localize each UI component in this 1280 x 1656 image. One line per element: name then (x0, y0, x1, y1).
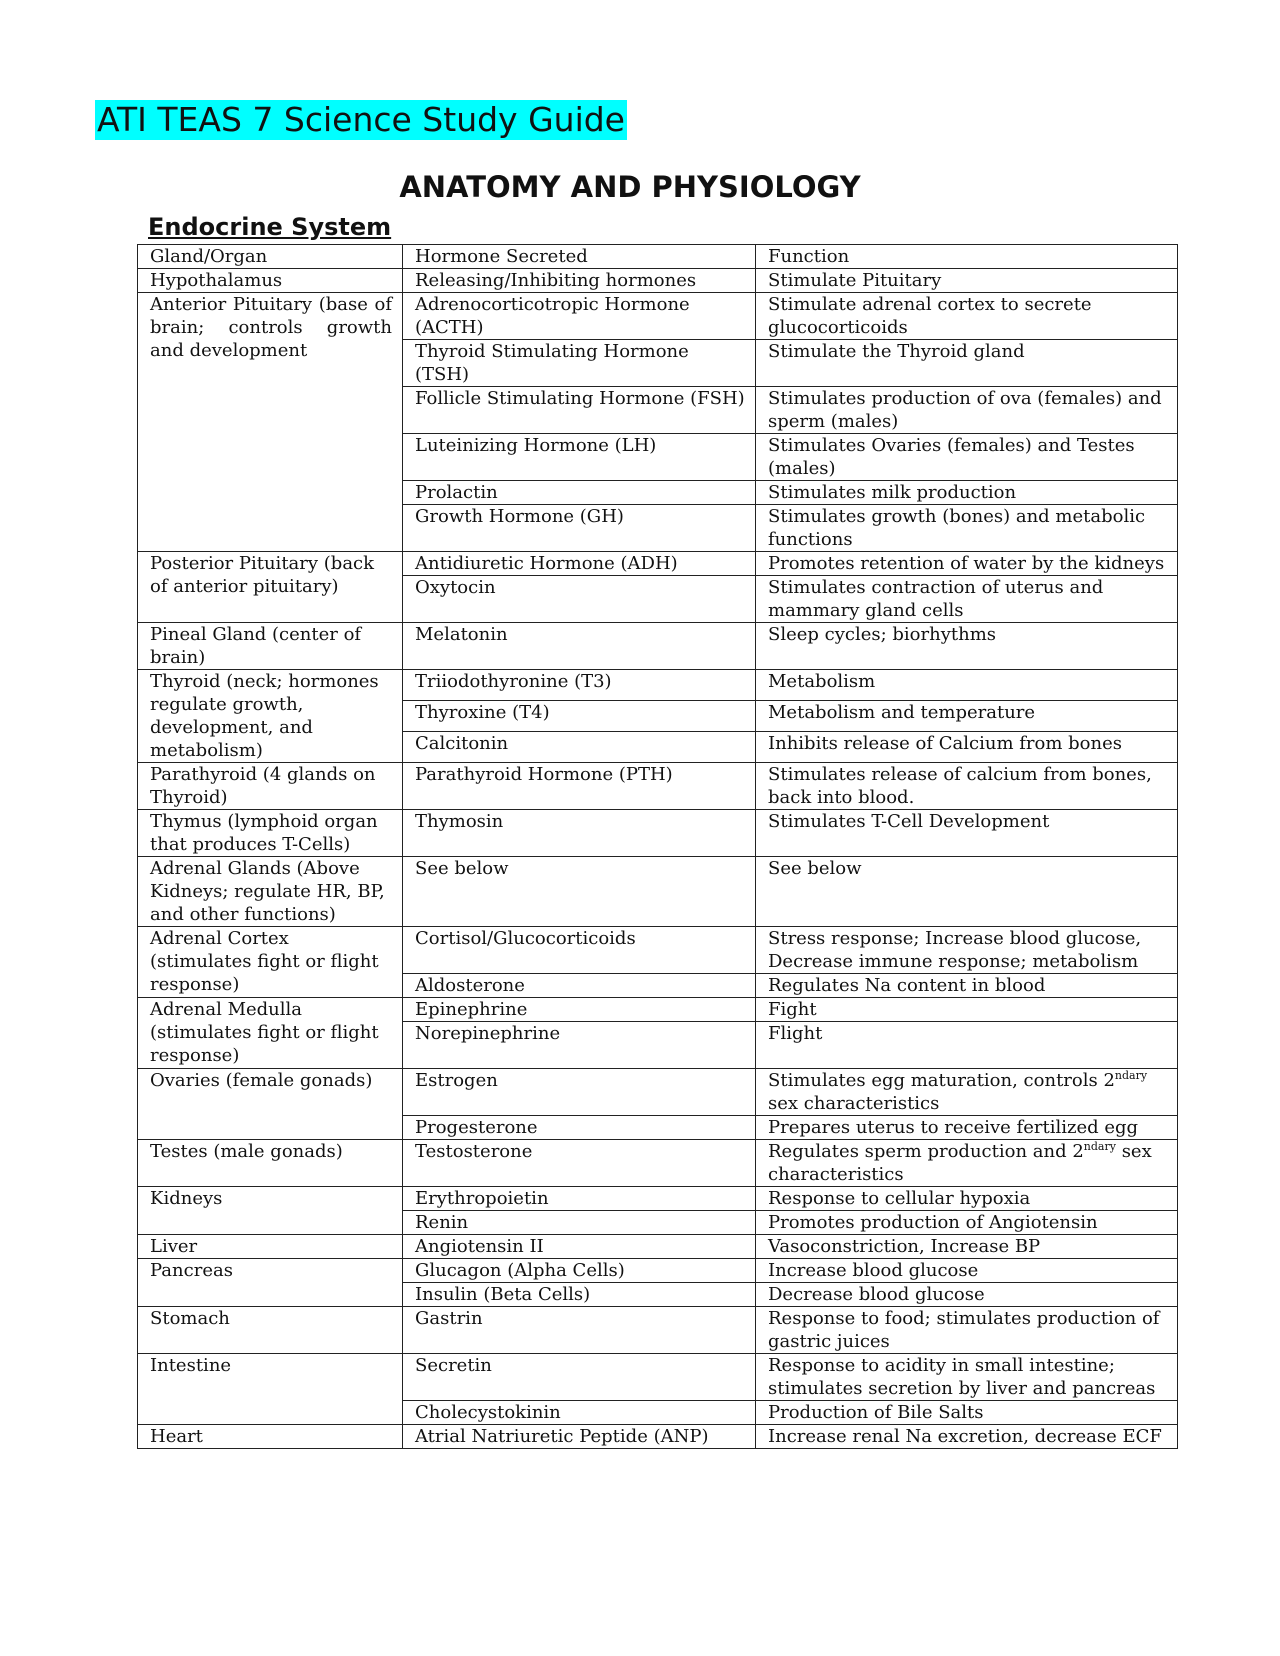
hormone-cell: Estrogen (403, 1069, 756, 1116)
hormone-cell: Thyroid Stimulating Hormone (TSH) (403, 340, 756, 387)
function-cell: Promotes production of Angiotensin (756, 1211, 1178, 1235)
column-header-gland: Gland/Organ (138, 245, 403, 269)
table-row (138, 927, 1178, 974)
organ-cell: Anterior Pituitary (base of brain; controls growth and development (138, 293, 403, 552)
table-row (138, 998, 1178, 1022)
organ-cell: Adrenal Medulla (stimulates fight or flight response) (138, 998, 403, 1069)
hormone-cell: Glucagon (Alpha Cells) (403, 1259, 756, 1283)
table-row (138, 1307, 1178, 1354)
organ-cell: Pineal Gland (center of brain) (138, 623, 403, 670)
hormone-cell: Progesterone (403, 1116, 756, 1140)
function-cell: Metabolism (756, 670, 1178, 701)
function-text: Regulates sperm production and 2 (768, 1141, 1084, 1162)
organ-cell: Hypothalamus (138, 269, 403, 293)
function-cell: Increase blood glucose (756, 1259, 1178, 1283)
table-row (138, 1259, 1178, 1283)
hormone-cell (403, 1022, 756, 1069)
hormone-cell: Melatonin (403, 623, 756, 670)
function-cell: Response to acidity in small intestine; stimulates secretion by liver and pancreas (756, 1354, 1178, 1401)
organ-cell: Thyroid (neck; hormones regulate growth, development, and metabolism) (138, 670, 403, 763)
hormone-cell: Atrial Natriuretic Peptide (ANP) (403, 1425, 756, 1449)
hormone-cell: Epinephrine (403, 998, 756, 1022)
superscript: ndary (1083, 1140, 1116, 1153)
hormone-cell: Renin (403, 1211, 756, 1235)
function-cell: Stimulates contraction of uterus and mammary gland cells (756, 576, 1178, 623)
hormone-cell: Cholecystokinin (403, 1401, 756, 1425)
table-row (138, 1069, 1178, 1116)
hormone-cell: Erythropoietin (403, 1187, 756, 1211)
table-row (138, 1235, 1178, 1259)
hormone-cell: Secretin (403, 1354, 756, 1401)
function-cell (756, 1069, 1178, 1116)
function-cell (756, 1140, 1178, 1187)
function-text: Flight (768, 1023, 823, 1044)
hormone-cell: Triiodothyronine (T3) (403, 670, 756, 701)
function-cell: Decrease blood glucose (756, 1283, 1178, 1307)
function-cell: Stimulate adrenal cortex to secrete glucocorticoids (756, 293, 1178, 340)
hormone-cell: See below (403, 857, 756, 927)
organ-cell: Intestine (138, 1354, 403, 1425)
function-text: sex characteristics (768, 1141, 1152, 1185)
function-cell: Metabolism and temperature (756, 701, 1178, 732)
hormone-cell: Angiotensin II (403, 1235, 756, 1259)
function-cell: See below (756, 857, 1178, 927)
hormone-text: Norepinephrine (415, 1023, 561, 1044)
organ-cell: Posterior Pituitary (back of anterior pituitary) (138, 552, 403, 623)
hormone-cell: Antidiuretic Hormone (ADH) (403, 552, 756, 576)
table-row (138, 670, 1178, 701)
organ-cell: Pancreas (138, 1259, 403, 1307)
hormone-cell: Follicle Stimulating Hormone (FSH) (403, 387, 756, 434)
organ-cell: Heart (138, 1425, 403, 1449)
function-cell: Production of Bile Salts (756, 1401, 1178, 1425)
column-header-hormone: Hormone Secreted (403, 245, 756, 269)
function-cell (756, 1022, 1178, 1069)
table-row (138, 623, 1178, 670)
table-row (138, 810, 1178, 857)
table-header-row (138, 245, 1178, 269)
hormone-cell: Adrenocorticotropic Hormone (ACTH) (403, 293, 756, 340)
document-title: ATI TEAS 7 Science Study Guide (97, 100, 625, 139)
function-cell: Stress response; Increase blood glucose, Decrease immune response; metabolism (756, 927, 1178, 974)
organ-cell: Ovaries (female gonads) (138, 1069, 403, 1140)
endocrine-table (137, 244, 1178, 1449)
table-row (138, 857, 1178, 927)
hormone-cell: Oxytocin (403, 576, 756, 623)
table-row (138, 269, 1178, 293)
function-cell: Sleep cycles; biorhythms (756, 623, 1178, 670)
hormone-cell: Prolactin (403, 481, 756, 505)
organ-cell: Thymus (lymphoid organ that produces T-Cells) (138, 810, 403, 857)
table-row (138, 552, 1178, 576)
hormone-cell: Cortisol/Glucocorticoids (403, 927, 756, 974)
table-row (138, 1425, 1178, 1449)
function-cell: Increase renal Na excretion, decrease ECF (756, 1425, 1178, 1449)
hormone-cell: Growth Hormone (GH) (403, 505, 756, 552)
hormone-cell: Calcitonin (403, 732, 756, 763)
table-row (138, 763, 1178, 810)
subsection-title: Endocrine System (148, 213, 392, 241)
function-cell: Stimulates production of ova (females) and sperm (males) (756, 387, 1178, 434)
function-text: sex characteristics (768, 1093, 940, 1114)
hormone-cell: Releasing/Inhibiting hormones (403, 269, 756, 293)
table-row (138, 293, 1178, 340)
hormone-cell: Insulin (Beta Cells) (403, 1283, 756, 1307)
column-header-function: Function (756, 245, 1178, 269)
superscript: ndary (1114, 1069, 1148, 1082)
hormone-cell: Testosterone (403, 1140, 756, 1187)
hormone-cell: Thymosin (403, 810, 756, 857)
hormone-cell: Aldosterone (403, 974, 756, 998)
table-row (138, 1187, 1178, 1211)
function-cell: Vasoconstriction, Increase BP (756, 1235, 1178, 1259)
function-cell: Regulates Na content in blood (756, 974, 1178, 998)
organ-cell: Liver (138, 1235, 403, 1259)
function-cell: Stimulates Ovaries (females) and Testes (males) (756, 434, 1178, 481)
function-cell: Stimulates growth (bones) and metabolic functions (756, 505, 1178, 552)
function-cell: Fight (756, 998, 1178, 1022)
hormone-cell: Parathyroid Hormone (PTH) (403, 763, 756, 810)
organ-cell: Parathyroid (4 glands on Thyroid) (138, 763, 403, 810)
function-text: Stimulates egg maturation, controls 2 (768, 1070, 1115, 1091)
organ-cell: Adrenal Glands (Above Kidneys; regulate HR, BP, and other functions) (138, 857, 403, 927)
table-row (138, 1354, 1178, 1401)
hormone-cell: Luteinizing Hormone (LH) (403, 434, 756, 481)
section-title: ANATOMY AND PHYSIOLOGY (399, 170, 861, 204)
function-cell: Stimulates milk production (756, 481, 1178, 505)
function-cell: Promotes retention of water by the kidneys (756, 552, 1178, 576)
organ-cell: Adrenal Cortex (stimulates fight or flight response) (138, 927, 403, 998)
organ-cell: Testes (male gonads) (138, 1140, 403, 1187)
hormone-cell: Thyroxine (T4) (403, 701, 756, 732)
function-cell: Prepares uterus to receive fertilized egg (756, 1116, 1178, 1140)
function-cell: Response to food; stimulates production of gastric juices (756, 1307, 1178, 1354)
function-cell: Stimulate the Thyroid gland (756, 340, 1178, 387)
organ-cell: Stomach (138, 1307, 403, 1354)
function-cell: Stimulates T-Cell Development (756, 810, 1178, 857)
function-cell: Response to cellular hypoxia (756, 1187, 1178, 1211)
table-row (138, 1140, 1178, 1187)
organ-cell: Kidneys (138, 1187, 403, 1235)
function-cell: Inhibits release of Calcium from bones (756, 732, 1178, 763)
function-cell: Stimulates release of calcium from bones, back into blood. (756, 763, 1178, 810)
function-cell: Stimulate Pituitary (756, 269, 1178, 293)
hormone-cell: Gastrin (403, 1307, 756, 1354)
